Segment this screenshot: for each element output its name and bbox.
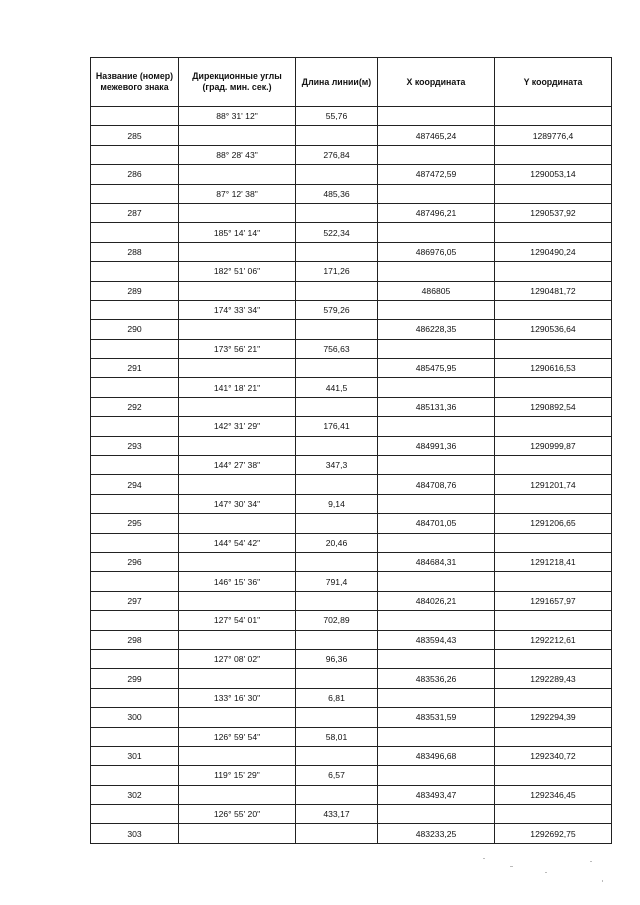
segment-row [91,688,612,707]
point-length-cell [296,746,378,765]
segment-length: 791,4 [296,572,378,591]
segment-row [91,184,612,203]
segment-name-cell [91,223,179,242]
point-length-cell [296,669,378,688]
point-name: 294 [91,475,179,494]
segment-length: 9,14 [296,494,378,513]
segment-length: 522,34 [296,223,378,242]
point-name: 292 [91,397,179,416]
point-length-cell [296,824,378,843]
header-x: X координата [378,58,495,107]
segment-length: 347,3 [296,456,378,475]
point-x: 484684,31 [378,552,495,571]
point-row [91,203,612,222]
point-x: 487465,24 [378,126,495,145]
segment-row [91,649,612,668]
segment-angle: 119° 15' 29" [179,766,296,785]
point-y: 1289776,4 [495,126,612,145]
segment-name-cell [91,456,179,475]
point-name: 303 [91,824,179,843]
point-angle-cell [179,203,296,222]
point-length-cell [296,514,378,533]
point-length-cell [296,436,378,455]
segment-x-cell [378,262,495,281]
point-y: 1290053,14 [495,165,612,184]
segment-length: 20,46 [296,533,378,552]
segment-y-cell [495,107,612,126]
point-y: 1292692,75 [495,824,612,843]
segment-length: 441,5 [296,378,378,397]
segment-x-cell [378,456,495,475]
segment-angle: 144° 54' 42" [179,533,296,552]
segment-y-cell [495,223,612,242]
point-name: 290 [91,320,179,339]
scan-speck [510,866,513,867]
scan-speck [602,880,603,882]
segment-angle: 126° 55' 20" [179,805,296,824]
segment-angle: 127° 08' 02" [179,649,296,668]
segment-x-cell [378,417,495,436]
segment-x-cell [378,339,495,358]
segment-angle: 173° 56' 21" [179,339,296,358]
segment-angle: 142° 31' 29" [179,417,296,436]
point-row [91,320,612,339]
point-row [91,669,612,688]
segment-angle: 88° 31' 12" [179,107,296,126]
segment-row [91,300,612,319]
segment-row [91,494,612,513]
segment-name-cell [91,533,179,552]
point-y: 1292294,39 [495,708,612,727]
segment-row [91,572,612,591]
point-angle-cell [179,359,296,378]
point-y: 1292289,43 [495,669,612,688]
segment-row [91,262,612,281]
segment-x-cell [378,649,495,668]
point-x: 483531,59 [378,708,495,727]
point-row [91,126,612,145]
point-length-cell [296,630,378,649]
point-length-cell [296,165,378,184]
segment-name-cell [91,107,179,126]
segment-x-cell [378,805,495,824]
point-row [91,397,612,416]
segment-x-cell [378,378,495,397]
point-length-cell [296,397,378,416]
point-name: 295 [91,514,179,533]
segment-name-cell [91,572,179,591]
segment-x-cell [378,494,495,513]
point-x: 487496,21 [378,203,495,222]
segment-angle: 127° 54' 01" [179,611,296,630]
segment-name-cell [91,649,179,668]
point-row [91,746,612,765]
point-x: 483594,43 [378,630,495,649]
segment-name-cell [91,262,179,281]
point-name: 288 [91,242,179,261]
point-row [91,359,612,378]
segment-x-cell [378,184,495,203]
point-name: 286 [91,165,179,184]
point-y: 1290616,53 [495,359,612,378]
segment-row [91,107,612,126]
point-x: 484708,76 [378,475,495,494]
scan-speck [590,861,592,862]
point-angle-cell [179,475,296,494]
point-length-cell [296,126,378,145]
segment-row [91,339,612,358]
point-x: 485131,36 [378,397,495,416]
point-angle-cell [179,281,296,300]
point-angle-cell [179,514,296,533]
segment-row [91,533,612,552]
segment-row [91,727,612,746]
point-name: 296 [91,552,179,571]
point-row [91,785,612,804]
segment-name-cell [91,378,179,397]
segment-y-cell [495,727,612,746]
segment-row [91,456,612,475]
point-name: 291 [91,359,179,378]
point-x: 483496,68 [378,746,495,765]
point-x: 484026,21 [378,591,495,610]
segment-length: 276,84 [296,145,378,164]
point-row [91,630,612,649]
segment-x-cell [378,572,495,591]
segment-length: 6,57 [296,766,378,785]
segment-length: 55,76 [296,107,378,126]
point-length-cell [296,708,378,727]
point-name: 300 [91,708,179,727]
segment-y-cell [495,649,612,668]
segment-row [91,766,612,785]
point-angle-cell [179,165,296,184]
segment-y-cell [495,184,612,203]
segment-length: 96,36 [296,649,378,668]
segment-x-cell [378,223,495,242]
point-y: 1291218,41 [495,552,612,571]
point-name: 299 [91,669,179,688]
point-angle-cell [179,785,296,804]
point-y: 1290999,87 [495,436,612,455]
point-x: 486805 [378,281,495,300]
point-length-cell [296,552,378,571]
point-y: 1292212,61 [495,630,612,649]
segment-row [91,145,612,164]
point-y: 1290536,64 [495,320,612,339]
segment-length: 702,89 [296,611,378,630]
point-angle-cell [179,708,296,727]
point-angle-cell [179,436,296,455]
point-length-cell [296,475,378,494]
point-name: 297 [91,591,179,610]
point-row [91,165,612,184]
segment-y-cell [495,145,612,164]
point-length-cell [296,242,378,261]
segment-row [91,805,612,824]
point-y: 1290481,72 [495,281,612,300]
point-angle-cell [179,242,296,261]
segment-name-cell [91,494,179,513]
segment-name-cell [91,805,179,824]
point-row [91,436,612,455]
point-angle-cell [179,630,296,649]
segment-length: 433,17 [296,805,378,824]
segment-angle: 146° 15' 36" [179,572,296,591]
segment-y-cell [495,766,612,785]
segment-x-cell [378,300,495,319]
segment-angle: 87° 12' 38" [179,184,296,203]
segment-angle: 144° 27' 38" [179,456,296,475]
point-x: 483493,47 [378,785,495,804]
segment-y-cell [495,378,612,397]
segment-name-cell [91,339,179,358]
header-y: Y координата [495,58,612,107]
point-y: 1290490,24 [495,242,612,261]
segment-name-cell [91,184,179,203]
point-angle-cell [179,824,296,843]
segment-length: 6,81 [296,688,378,707]
segment-x-cell [378,611,495,630]
segment-angle: 147° 30' 34" [179,494,296,513]
header-length: Длина линии(м) [296,58,378,107]
segment-angle: 133° 16' 30" [179,688,296,707]
point-length-cell [296,281,378,300]
point-row [91,591,612,610]
point-row [91,824,612,843]
header-angle: Дирекционные углы (град. мин. сек.) [179,58,296,107]
point-angle-cell [179,126,296,145]
point-y: 1292340,72 [495,746,612,765]
segment-x-cell [378,766,495,785]
point-row [91,242,612,261]
point-x: 483536,26 [378,669,495,688]
segment-y-cell [495,688,612,707]
segment-length: 58,01 [296,727,378,746]
point-angle-cell [179,552,296,571]
segment-y-cell [495,805,612,824]
segment-row [91,417,612,436]
header-name: Название (номер) межевого знака [91,58,179,107]
point-length-cell [296,785,378,804]
segment-y-cell [495,572,612,591]
table-header-row [91,58,612,107]
segment-y-cell [495,417,612,436]
point-length-cell [296,591,378,610]
segment-angle: 88° 28' 43" [179,145,296,164]
point-x: 486228,35 [378,320,495,339]
segment-name-cell [91,766,179,785]
segment-name-cell [91,417,179,436]
segment-angle: 182° 51' 06" [179,262,296,281]
segment-length: 176,41 [296,417,378,436]
segment-x-cell [378,533,495,552]
point-length-cell [296,320,378,339]
segment-x-cell [378,727,495,746]
segment-length: 756,63 [296,339,378,358]
segment-y-cell [495,494,612,513]
point-length-cell [296,359,378,378]
point-name: 285 [91,126,179,145]
point-x: 484991,36 [378,436,495,455]
point-x: 484701,05 [378,514,495,533]
segment-name-cell [91,611,179,630]
segment-row [91,378,612,397]
segment-angle: 126° 59' 54" [179,727,296,746]
point-row [91,708,612,727]
segment-length: 485,36 [296,184,378,203]
segment-angle: 185° 14' 14" [179,223,296,242]
point-y: 1292346,45 [495,785,612,804]
point-angle-cell [179,397,296,416]
point-row [91,514,612,533]
segment-y-cell [495,456,612,475]
point-x: 483233,25 [378,824,495,843]
point-name: 289 [91,281,179,300]
segment-x-cell [378,688,495,707]
point-y: 1291206,65 [495,514,612,533]
scan-speck [545,872,547,873]
point-name: 301 [91,746,179,765]
point-angle-cell [179,591,296,610]
segment-x-cell [378,107,495,126]
boundary-table [90,57,612,844]
point-angle-cell [179,746,296,765]
point-length-cell [296,203,378,222]
point-angle-cell [179,320,296,339]
segment-name-cell [91,145,179,164]
point-y: 1291201,74 [495,475,612,494]
point-row [91,552,612,571]
segment-name-cell [91,688,179,707]
table-body [91,107,612,844]
segment-y-cell [495,533,612,552]
point-angle-cell [179,669,296,688]
segment-x-cell [378,145,495,164]
segment-angle: 174° 33' 34" [179,300,296,319]
point-y: 1290892,54 [495,397,612,416]
point-name: 298 [91,630,179,649]
point-x: 487472,59 [378,165,495,184]
segment-row [91,223,612,242]
point-y: 1290537,92 [495,203,612,222]
segment-y-cell [495,339,612,358]
point-x: 486976,05 [378,242,495,261]
segment-y-cell [495,262,612,281]
segment-length: 171,26 [296,262,378,281]
segment-y-cell [495,300,612,319]
point-x: 485475,95 [378,359,495,378]
segment-length: 579,26 [296,300,378,319]
point-y: 1291657,97 [495,591,612,610]
segment-row [91,611,612,630]
segment-angle: 141° 18' 21" [179,378,296,397]
segment-name-cell [91,300,179,319]
segment-y-cell [495,611,612,630]
point-name: 293 [91,436,179,455]
point-row [91,281,612,300]
point-row [91,475,612,494]
point-name: 287 [91,203,179,222]
segment-name-cell [91,727,179,746]
point-name: 302 [91,785,179,804]
scan-speck [483,858,485,859]
